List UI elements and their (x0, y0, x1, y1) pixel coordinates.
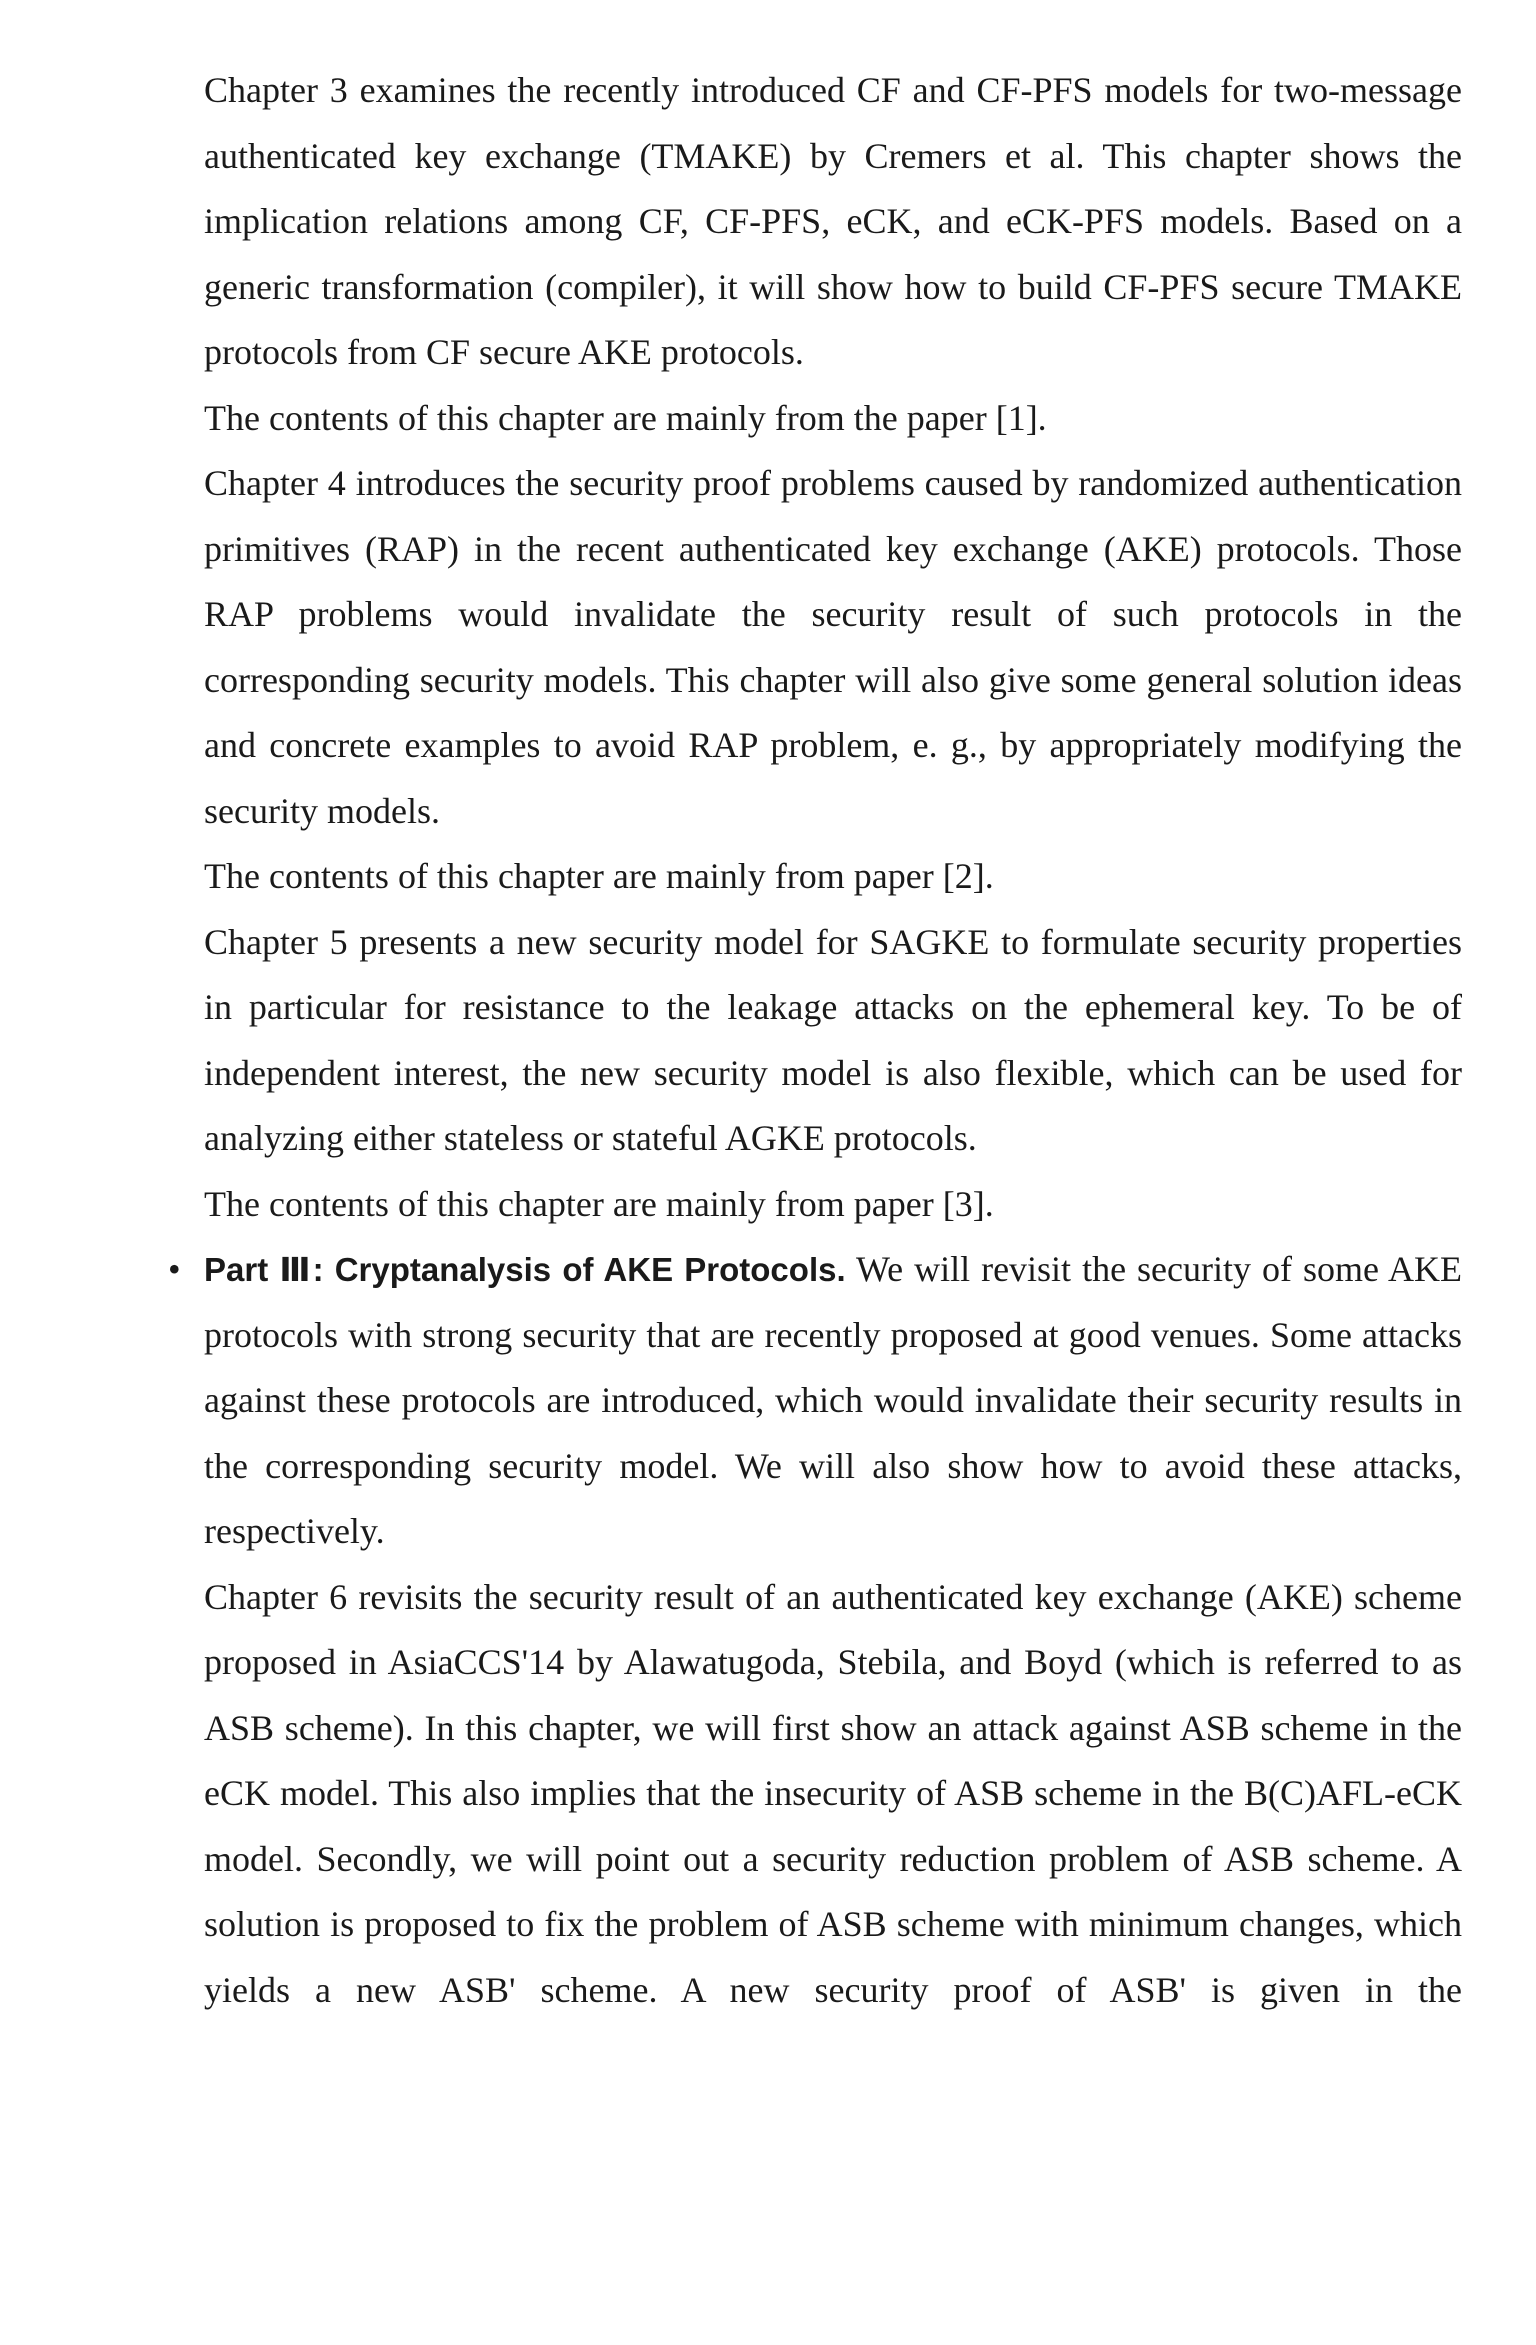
bullet-dot: • (168, 1249, 181, 1289)
document-body (168, 58, 1462, 2023)
part-3-text: We will revisit the security of some AKE protocols with strong security that are recently proposed at good venues. Some attacks against these protocols are introduced, which would invalidate their security results in the corresponding security model. We will also show how to avoid these attacks, respectively. (204, 1249, 1462, 1551)
part-3-paragraph (204, 1237, 1462, 1565)
chapter-5-source-note: The contents of this chapter are mainly from paper [3]. (204, 1183, 994, 1224)
chapter-5-paragraph: Chapter 5 presents a new security model for SAGKE to formulate security properties in particular for resistance to the leakage attacks on the ephemeral key. To be of independent interest, the new security model is also flexible, which can be used for analyzing either stateless or stateful AGKE protocols. (204, 921, 1462, 1158)
part-3-heading: Part Ⅲ: Cryptanalysis of AKE Protocols. (204, 1251, 846, 1288)
chapter-4-source-note: The contents of this chapter are mainly from paper [2]. (204, 856, 994, 896)
chapter-4-paragraph: Chapter 4 introduces the security proof problems caused by randomized authentication primitives (RAP) in the recent authenticated key exchange (AKE) protocols. Those RAP problems would invalidate the security result of such protocols in the corresponding security models. This chapter will also give some general solution ideas and concrete examples to avoid RAP problem, e. g., by appropriately modifying the security models. (204, 463, 1462, 831)
chapter-6-paragraph: Chapter 6 revisits the security result of an authenticated key exchange (AKE) scheme proposed in AsiaCCS'14 by Alawatugoda, Stebila, and Boyd (which is referred to as ASB scheme). In this chapter, we will first show an attack against ASB scheme in the eCK model. This also implies that the insecurity of ASB scheme in the B(C)AFL-eCK model. Secondly, we will point out a security reduction problem of ASB scheme. A solution is proposed to fix the problem of ASB scheme with minimum changes, which yields a new ASB' scheme. A new security proof of ASB' is given in the (204, 1576, 1462, 2010)
chapter-3-source-note: The contents of this chapter are mainly from the paper [1]. (204, 397, 1047, 438)
part-3-bullet-item (168, 1237, 1462, 1565)
chapter-3-paragraph: Chapter 3 examines the recently introduced CF and CF-PFS models for two-message authenticated key exchange (TMAKE) by Cremers et al. This chapter shows the implication relations among CF, CF-PFS, eCK, and eCK-PFS models. Based on a generic transformation (compiler), it will show how to build CF-PFS secure TMAKE protocols from CF secure AKE protocols. (204, 70, 1462, 372)
